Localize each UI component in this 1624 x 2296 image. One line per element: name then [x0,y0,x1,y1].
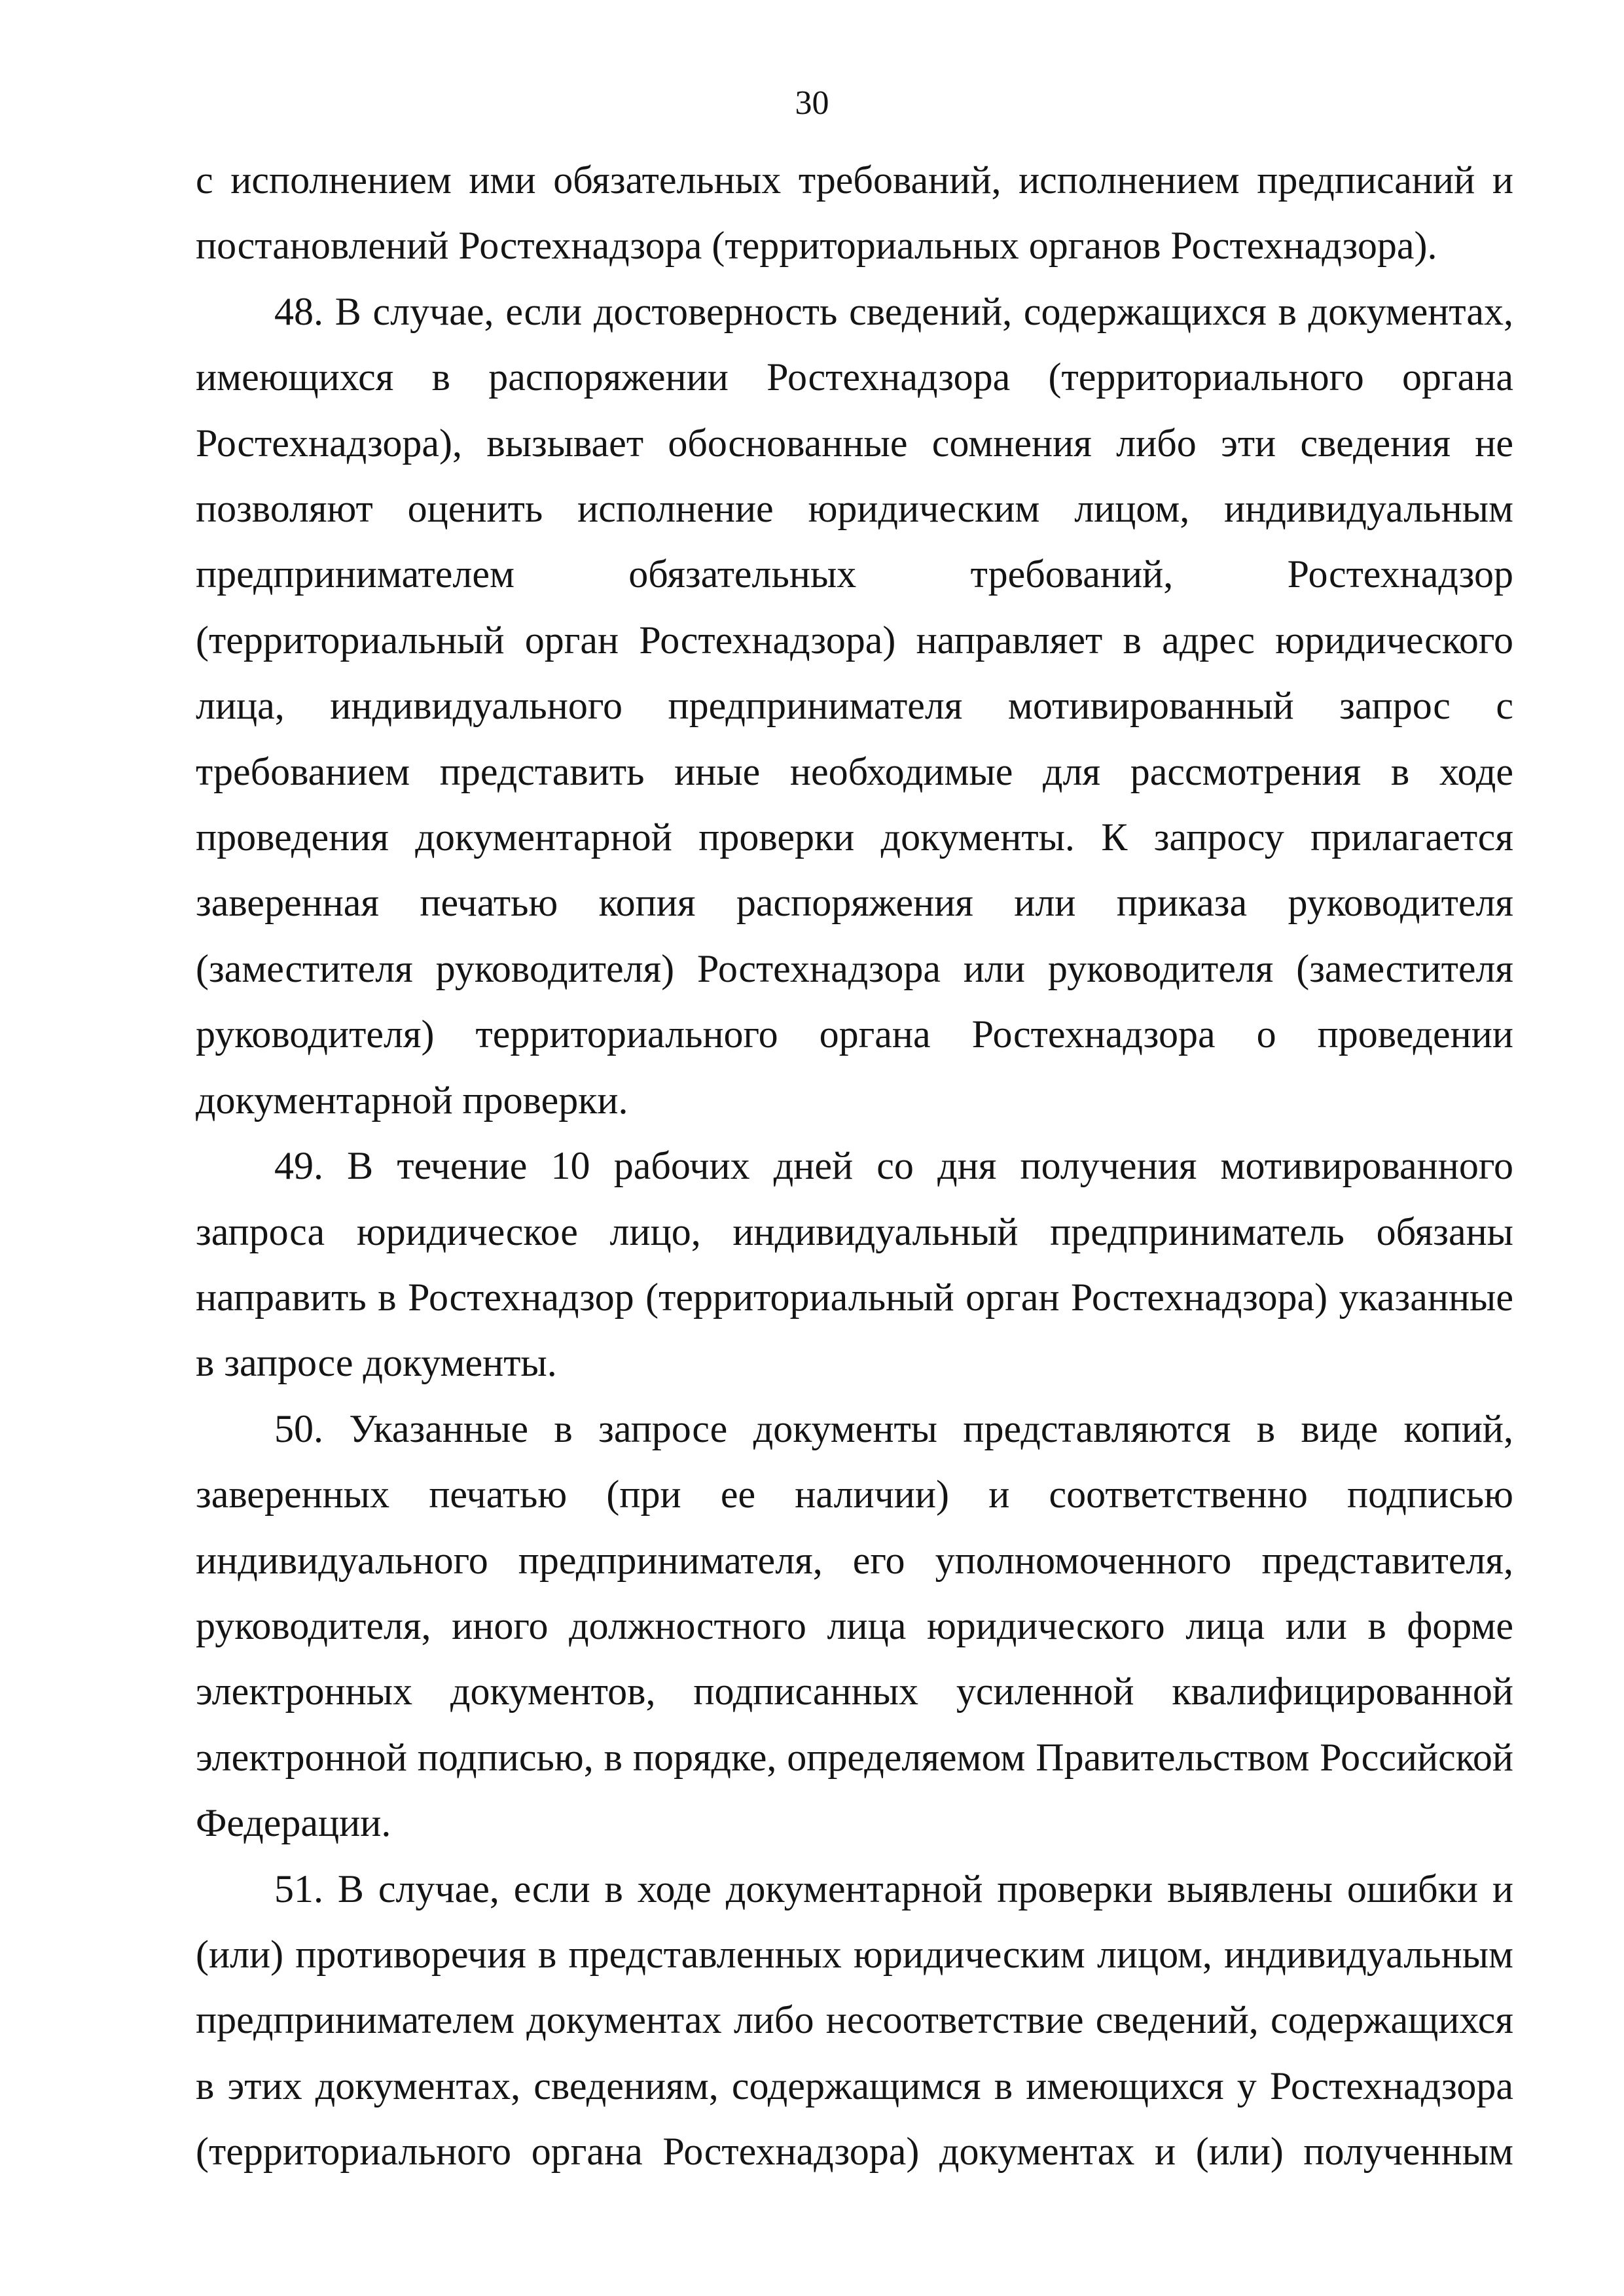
paragraph-continuation: с исполнением ими обязательных требований, исполнением предписаний и постановлений Ростехнадзора (территориальных органов Ростехнадзора). [196,158,1513,268]
paragraph-item-50: 50. Указанные в запросе документы представляются в виде копий, заверенных печатью (при ее наличии) и соответственно подписью индивидуального предпринимателя, его уполномоченного представителя, руководителя, иного должностного лица юридического лица или в форме электронных документов, подписанных усиленной квалифицированной электронной подписью, в порядке, определяемом Правительством Российской Федерации. [196,1407,1513,1845]
page-number: 30 [795,84,829,122]
paragraph-item-51: 51. В случае, если в ходе документарной проверки выявлены ошибки и (или) противоречия в представленных юридическим лицом, индивидуальным предпринимателем документах либо несоответствие сведений, содержащихся в этих документах, сведениям, содержащимся в имеющихся у Ростехнадзора (территориального органа Ростехнадзора) документах и (или) полученным [196,1867,1513,2174]
paragraph-item-49: 49. В течение 10 рабочих дней со дня получения мотивированного запроса юридическое лицо, индивидуальный предприниматель обязаны направить в Ростехнадзор (территориальный орган Ростехнадзора) указанные в запросе документы. [196,1144,1513,1385]
document-body [196,147,1513,2185]
paragraph-item-48: 48. В случае, если достоверность сведений, содержащихся в документах, имеющихся в распоряжении Ростехнадзора (территориального органа Ростехнадзора), вызывает обоснованные сомнения либо эти сведения не позволяют оценить исполнение юридическим лицом, индивидуальным предпринимателем обязательных требований, Ростехнадзор (территориальный орган Ростехнадзора) направляет в адрес юридического лица, индивидуального предпринимателя мотивированный запрос с требованием представить иные необходимые для рассмотрения в ходе проведения документарной проверки документы. К запросу прилагается заверенная печатью копия распоряжения или приказа руководителя (заместителя руководителя) Ростехнадзора или руководителя (заместителя руководителя) территориального органа Ростехнадзора о проведении документарной проверки. [196,289,1513,1122]
